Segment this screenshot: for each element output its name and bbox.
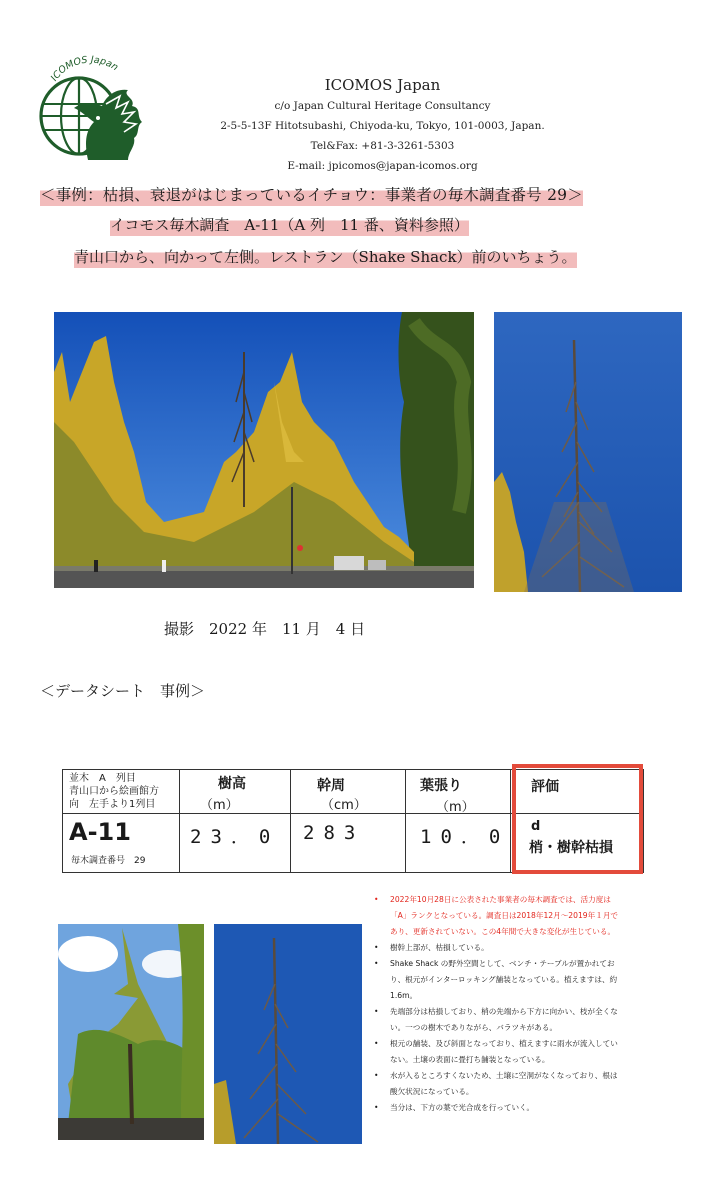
note-text: 当分は、下方の葉で光合成を行っていく。 xyxy=(390,1103,535,1112)
note-item xyxy=(374,956,624,1004)
crown-unit: （m） xyxy=(436,800,475,815)
note-item xyxy=(374,940,624,956)
rating-label: 評価 xyxy=(531,779,559,795)
bare-tree-top-photo xyxy=(494,312,682,592)
location-line: 青山口から絵画館方 xyxy=(69,786,159,797)
crown-header-cell xyxy=(405,769,511,814)
bullet-icon: • xyxy=(374,1039,379,1048)
bullet-icon: • xyxy=(374,959,379,968)
icomos-globe-horse-logo-icon xyxy=(24,52,154,164)
bullet-icon: • xyxy=(374,895,379,904)
case-heading: ＜事例：枯損、衰退がはじまっているイチョウ：事業者の毎木調査番号 29＞ xyxy=(40,186,583,204)
org-name: ICOMOS Japan xyxy=(324,76,441,94)
ginkgo-avenue-photo xyxy=(54,312,474,588)
rating-grade: d xyxy=(531,819,541,834)
bare-crown-closeup-photo xyxy=(214,924,362,1144)
location-heading: 青山口から、向かって左側。レストラン（Shake Shack）前のいちょう。 xyxy=(74,248,577,266)
height-unit: （m） xyxy=(200,798,239,813)
photo-date-caption: 撮影 2022 年 11 月 4 日 xyxy=(164,620,366,638)
tree-id: A-11 xyxy=(69,818,131,846)
rating-highlight-box xyxy=(512,764,643,874)
icomos-logo xyxy=(24,52,154,164)
girth-header-cell xyxy=(290,769,406,814)
datasheet-title: ＜データシート 事例＞ xyxy=(40,682,206,700)
height-value-cell xyxy=(179,813,291,873)
crown-value: 10．0 xyxy=(420,826,510,848)
girth-unit: （cm） xyxy=(321,798,367,813)
note-item xyxy=(374,1036,624,1068)
logo-text: ICOMOS Japan xyxy=(48,54,120,84)
address-line: 2-5-5-13F Hitotsubashi, Chiyoda-ku, Tokyo, 101-0003, Japan. xyxy=(220,120,545,132)
email-line: E-mail: jpicomos@japan-icomos.org xyxy=(287,160,478,172)
note-text: 樹幹上部が、枯損している。 xyxy=(390,943,489,952)
girth-value-cell xyxy=(290,813,406,873)
ginkgo-full-tree-photo xyxy=(58,924,204,1140)
location-line: 向 左手より1列目 xyxy=(69,799,156,810)
location-line: 並木 A 列目 xyxy=(69,773,136,784)
bullet-icon: • xyxy=(374,1103,379,1112)
location-cell xyxy=(62,769,180,814)
height-label: 樹高 xyxy=(218,776,246,792)
note-item xyxy=(374,1004,624,1036)
letterhead-address-block xyxy=(220,74,545,176)
tree-id-cell xyxy=(62,813,180,873)
note-text: Shake Shack の野外空間として、ベンチ・テーブルが置かれており、根元がインターロッキング舗装となっている。植えますは、約1.6m。 xyxy=(390,959,618,1000)
survey-number: 毎木調査番号 29 xyxy=(71,856,146,866)
address-line: c/o Japan Cultural Heritage Consultancy xyxy=(274,100,491,112)
height-header-cell xyxy=(179,769,291,814)
height-value: 23．0 xyxy=(190,826,280,848)
crown-label: 葉張り xyxy=(420,778,462,794)
bullet-icon: • xyxy=(374,1071,379,1080)
crown-value-cell xyxy=(405,813,511,873)
note-item xyxy=(374,1100,624,1116)
girth-value: 283 xyxy=(303,822,365,844)
bullet-icon: • xyxy=(374,1007,379,1016)
girth-label: 幹周 xyxy=(317,778,345,794)
notes-intro xyxy=(374,892,624,940)
note-item xyxy=(374,1068,624,1100)
note-text: 先端部分は枯損しており、梢の先端から下方に向かい、枝が全くない。一つの樹木でありながら、バラツキがある。 xyxy=(390,1007,618,1032)
survey-id-heading: イコモス毎木調査 A-11（A 列 11 番、資料参照） xyxy=(110,216,469,234)
rating-text: 梢・樹幹枯損 xyxy=(529,840,613,856)
note-text: 根元の舗装、及び斜面となっており、植えますに雨水が流入していない。土壌の表面に畳打ち舗装となっている。 xyxy=(390,1039,618,1064)
notes-intro-text: 2022年10月28日に公表された事業者の毎木調査では、活力度は「A」ランクとなっている。調査日は2018年12月～2019年１月であり、更新されていない。この4年間で大きな変化が生じている。 xyxy=(390,895,619,936)
survey-notes xyxy=(374,892,624,1116)
bullet-icon: • xyxy=(374,943,379,952)
note-text: 水が入るところすくないため、土壌に空洞がなくなっており、根は酸欠状況になっている。 xyxy=(390,1071,618,1096)
phone-line: Tel&Fax: +81-3-3261-5303 xyxy=(310,140,455,152)
